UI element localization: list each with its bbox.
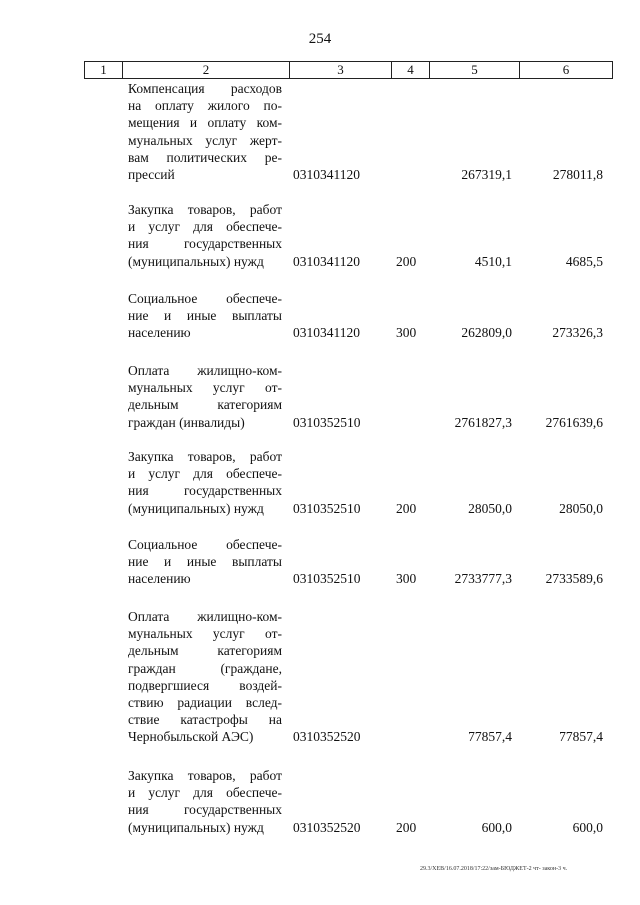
table-header [84, 61, 613, 79]
row-value-6: 273326,3 [552, 325, 603, 341]
row-description [128, 448, 282, 517]
row-description [128, 362, 282, 431]
description-line: мунальных услуг от- [128, 626, 282, 642]
row-vr: 200 [396, 253, 417, 269]
header-col-4: 4 [392, 62, 430, 78]
row-code: 0310352510 [293, 571, 361, 587]
description-line: мещения и оплату ком- [128, 115, 282, 131]
description-line: населению [128, 571, 191, 587]
row-value-5: 2733777,3 [454, 571, 512, 587]
row-description [128, 608, 282, 746]
row-vr: 200 [396, 500, 417, 516]
description-line: (муниципальных) нужд [128, 253, 264, 269]
description-line: Закупка товаров, работ [128, 449, 282, 464]
row-value-6: 77857,4 [559, 729, 603, 745]
header-col-2: 2 [123, 62, 290, 78]
row-code: 0310341120 [293, 253, 360, 269]
row-code: 0310341120 [293, 167, 360, 182]
row-code: 0310341120 [293, 325, 360, 341]
description-line: ствие катастрофы на [128, 712, 282, 728]
row-description [128, 536, 282, 588]
description-line: Чернобыльской АЭС) [128, 729, 254, 745]
description-line: Компенсация расходов [128, 81, 282, 96]
description-line: (муниципальных) нужд [128, 819, 264, 835]
row-description [128, 201, 282, 270]
description-line: дельным категориям [128, 397, 282, 413]
row-value-6: 4685,5 [565, 253, 603, 269]
description-line: Закупка товаров, работ [128, 202, 282, 217]
description-line: граждан (граждане, [128, 660, 282, 676]
row-value-5: 600,0 [481, 819, 512, 835]
header-col-6: 6 [562, 62, 570, 77]
description-line: ния государственных [128, 236, 282, 252]
description-line: ствию радиации вслед- [128, 695, 282, 711]
header-col-3: 3 [290, 62, 392, 78]
description-line: Социальное обеспече- [128, 291, 282, 306]
description-line: вам политических ре- [128, 149, 282, 165]
description-line: мунальных услуг от- [128, 380, 282, 396]
description-line: подвергшиеся воздей- [128, 677, 282, 693]
description-line: и услуг для обеспече- [128, 466, 282, 482]
description-line: ния государственных [128, 483, 282, 499]
description-line: и услуг для обеспече- [128, 219, 282, 235]
header-col-5: 5 [430, 62, 520, 78]
row-value-6: 2761639,6 [545, 414, 603, 430]
description-line: на оплату жилого по- [128, 98, 282, 114]
row-description [128, 80, 282, 183]
row-vr: 300 [396, 571, 417, 587]
row-description [128, 767, 282, 836]
description-line: прессий [128, 167, 175, 183]
row-vr: 300 [396, 325, 417, 341]
row-value-5: 77857,4 [468, 729, 512, 745]
row-description [128, 290, 282, 342]
row-code: 0310352510 [293, 414, 361, 430]
description-line: и услуг для обеспече- [128, 785, 282, 801]
footer-note: 29.3/ХЕВ/16.07.2018/17:22/зам-БЮДЖЕТ-2 чт- закон-3 ч. [420, 866, 568, 872]
row-value-6: 600,0 [572, 819, 603, 835]
description-line: Социальное обеспече- [128, 537, 282, 552]
page-number: 254 [308, 31, 332, 47]
row-value-5: 262809,0 [461, 325, 512, 341]
description-line: населению [128, 325, 191, 341]
row-value-6: 2733589,6 [545, 571, 603, 587]
description-line: ние и иные выплаты [128, 308, 282, 324]
header-col-1: 1 [85, 62, 123, 78]
row-code: 0310352520 [293, 729, 361, 745]
row-code: 0310352520 [293, 819, 361, 835]
row-vr: 200 [396, 819, 417, 835]
description-line: мунальных услуг жерт- [128, 132, 282, 148]
row-value-5: 28050,0 [468, 500, 512, 516]
row-value-5: 267319,1 [461, 167, 512, 182]
description-line: дельным категориям [128, 643, 282, 659]
description-line: (муниципальных) нужд [128, 500, 264, 516]
description-line: Закупка товаров, работ [128, 768, 282, 783]
row-value-5: 2761827,3 [454, 414, 512, 430]
description-line: граждан (инвалиды) [128, 414, 245, 430]
description-line: ния государственных [128, 802, 282, 818]
row-value-6: 28050,0 [559, 500, 603, 516]
row-code: 0310352510 [293, 500, 361, 516]
row-value-5: 4510,1 [474, 253, 512, 269]
row-value-6: 278011,8 [552, 167, 603, 182]
description-line: ние и иные выплаты [128, 554, 282, 570]
description-line: Оплата жилищно-ком- [128, 609, 282, 624]
description-line: Оплата жилищно-ком- [128, 363, 282, 378]
